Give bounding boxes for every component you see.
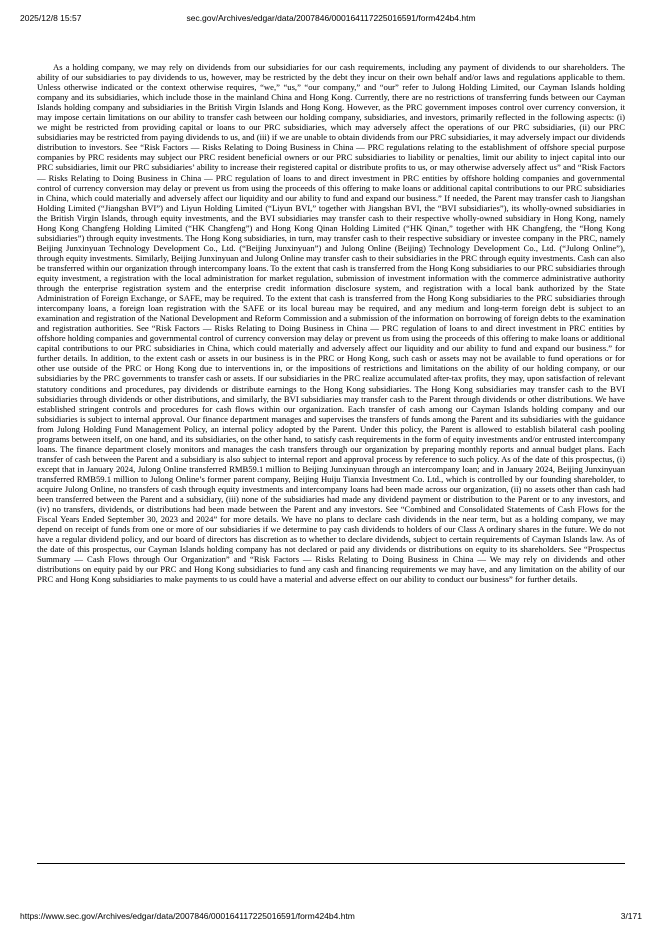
body-paragraph: As a holding company, we may rely on dividends from our subsidiaries for our cash requirements, including any payment of dividends to our shareholders. The ability of our subsidiaries to pay dividends to us, however, may be restricted by the debt they incur on their own behalf and/or laws and regulations applicable to them. Unless otherwise indicated or the context otherwise requires, “we,” “us,” “our company,” and “our” refer to Julong Holding Limited, our Cayman Islands holding company and its subsidiaries, which include those in the mainland China and Hong Kong. Currently, there are no restrictions of transferring funds between our Cayman Islands holding company and subsidiaries in the British Virgin Islands and Hong Kong. However, as the PRC government imposes control over currency conversion, it may impose certain limitations on our ability to transfer cash between our holding company, subsidiaries, and investors, primarily reflected in the following aspects: (i) we might be restricted from providing capital or loans to our PRC subsidiaries, which may adversely affect the operations of our PRC subsidiaries, (ii) our PRC subsidiaries may be restricted from paying dividends to us, and (iii) if we are unable to obtain dividends from our PRC subsidiaries, it may adversely impact our dividends distribution to investors. See “Risk Factors — Risks Relating to Doing Business in China — PRC regulations relating to the establishment of offshore special purpose companies by PRC residents may subject our PRC resident beneficial owners or our PRC subsidiaries to liability or penalties, limit our ability to inject capital into our PRC subsidiaries, limit our PRC subsidiaries’ ability to increase their registered capital or distribute profits to us, or may otherwise adversely affect us” and “Risk Factors — Risks Relating to Doing Business in China — PRC regulation of loans to and direct investment in PRC entities by offshore holding companies and governmental control of currency conversion may delay or prevent us from using the proceeds of this offering to make loans or additional capital contributions to our PRC subsidiaries in China, which could materially and adversely affect our liquidity and our ability to fund and expand our business.” If needed, the Parent may transfer cash to Jiangshan Holding Limited (“Jiangshan BVI”) and Liyun Holding Limited (“Liyun BVI,” together with Jiangshan BVI, the “BVI subsidiaries”), its wholly-owned subsidiaries in the British Virgin Islands, through equity investments, and the BVI subsidiaries may transfer cash to their respective wholly-owned subsidiary in Hong Kong, namely Hong Kong Changfeng Holding Limited (“HK Changfeng”) and Hong Kong Qinan Holding Limited (“HK Qinan,” together with HK Changfeng, the “Hong Kong subsidiaries”) through equity investments. The Hong Kong subsidiaries, in turn, may transfer cash to their respective subsidiary or investee company in the PRC, namely Beijing Junxinyuan Technology Development Co., Ltd. (“Beijing Junxinyuan”) and Julong Online (Beijing) Technology Development Co., Ltd. (“Julong Online”), through equity investments. Similarly, Beijing Junxinyuan and Julong Online may transfer cash to their subsidiaries in the PRC through equity investments. Cash can also be transferred within our organization through intercompany loans. To the extent that cash is transferred from the Hong Kong subsidiaries to our PRC subsidiaries through equity investment, a registration with the local administration for market regulation, submission of investment information with the commerce administrative authority through the enterprise registration system and the enterprise credit information disclosure system, and registration with a local bank authorized by the State Administration of Foreign Exchange, or SAFE, may be required. To the extent that cash is transferred from the Hong Kong subsidiaries to the PRC subsidiaries through intercompany loans, a foreign loan registration with the SAFE or its local bureau may be required, and any medium and long-term foreign debt is subject to an examination and registration of the National Development and Reform Commission and a submission of the information on borrowing of foreign debts to the examination and registration authorities. See “Risk Factors — Risks Relating to Doing Business in China — PRC regulation of loans to and direct investment in PRC entities by offshore holding companies and governmental control of currency conversion may delay or prevent us from using the proceeds of this offering to make loans or additional capital contributions to our PRC subsidiaries in China, which could materially and adversely affect our liquidity and our ability to fund and expand our business.” for further details. In addition, to the extent cash or assets in our business is in the PRC or Hong Kong, such cash or assets may not be available to fund operations or for other use outside of the PRC or Hong Kong due to interventions in, or the impositions of restrictions and limitations on the ability of our holding company, or our subsidiaries by the PRC governments to transfer cash or assets. If our subsidiaries in the PRC realize accumulated after-tax profits, they may, upon satisfaction of relevant statutory conditions and procedures, pay dividends or distribute earnings to the Hong Kong subsidiaries. The Hong Kong subsidiaries may transfer cash to the BVI subsidiaries through dividends or other distributions, and similarly, the BVI subsidiaries may transfer cash to the Parent through dividends or other distributions. We have established stringent controls and procedures for cash flows within our organization. Each transfer of cash among our Cayman Islands holding company and our subsidiaries is subject to internal approval. Our finance department manages and supervises the transfers of funds among the Parent and its subsidiaries with the guidance from Julong Holding Fund Management Policy, an internal policy adopted by the Parent. Under this policy, the Parent is allowed to establish bilateral cash pooling programs between itself, on one hand, and its subsidiaries, on the other hand, to satisfy cash requirements in the form of equity investments and/or entrusted intercompany loans. The finance department closely monitors and manages the cash transfers through our organization by preparing monthly reports and annual budget plans. Each transfer of cash between the Parent and a subsidiary is also subject to internal report and approval process by reference to such policy. As of the date of this prospectus, (i) except that in January 2024, Julong Online transferred RMB59.1 million to Beijing Junxinyuan through an intercompany loan; and in January 2024, Beijing Junxinyuan transferred RMB59.1 million to Julong Online’s former parent company, Beijing Huiju Tianxia Investment Co. Ltd., which is controlled by our founding shareholder, to acquire Julong Online, no transfers of cash through equity investments and intercompany loans had been made across our organization, (ii) no assets other than cash had been transferred between the Parent and a subsidiary, (iii) none of the subsidiaries had made any dividend payment or distribution to the Parent or to any investors, and (iv) no transfers, dividends, or distributions had been made between the Parent and any investors. See “Combined and Consolidated Statements of Cash Flows for the Fiscal Years Ended September 30, 2023 and 2024” for more details. We have no plans to declare cash dividends in the near term, but as a holding company, we may depend on receipt of funds from one or more of our subsidiaries if we determine to pay cash dividends to holders of our Class A ordinary shares in the future. We do not have a regular dividend policy, and our board of directors has discretion as to whether to declare dividends, subject to certain requirements of Cayman Islands law. As of the date of this prospectus, our Cayman Islands holding company has not declared or paid any dividends or distributions on equity to its shareholders. See “Prospectus Summary — Cash Flows through Our Organization” and “Risk Factors — Risks Relating to Doing Business in China — We may rely on dividends and other distributions on equity paid by our PRC and Hong Kong subsidiaries to fund any cash and financing requirements we may have, and any limitation on the ability of our PRC and Hong Kong subsidiaries to make payments to us could have a material and adverse effect on our ability to conduct our business” for further details.: [37, 62, 625, 585]
print-page-number: 3/171: [620, 911, 642, 921]
print-url: https://www.sec.gov/Archives/edgar/data/2007846/000164117225016591/form424b4.htm: [20, 911, 355, 921]
document-body: [37, 62, 625, 584]
browser-print-header: [20, 12, 642, 24]
footer-divider: [37, 863, 625, 864]
print-page-title: sec.gov/Archives/edgar/data/2007846/000164117225016591/form424b4.htm: [186, 13, 476, 23]
browser-print-footer: [20, 910, 642, 922]
print-datetime: 2025/12/8 15:57: [20, 13, 82, 23]
